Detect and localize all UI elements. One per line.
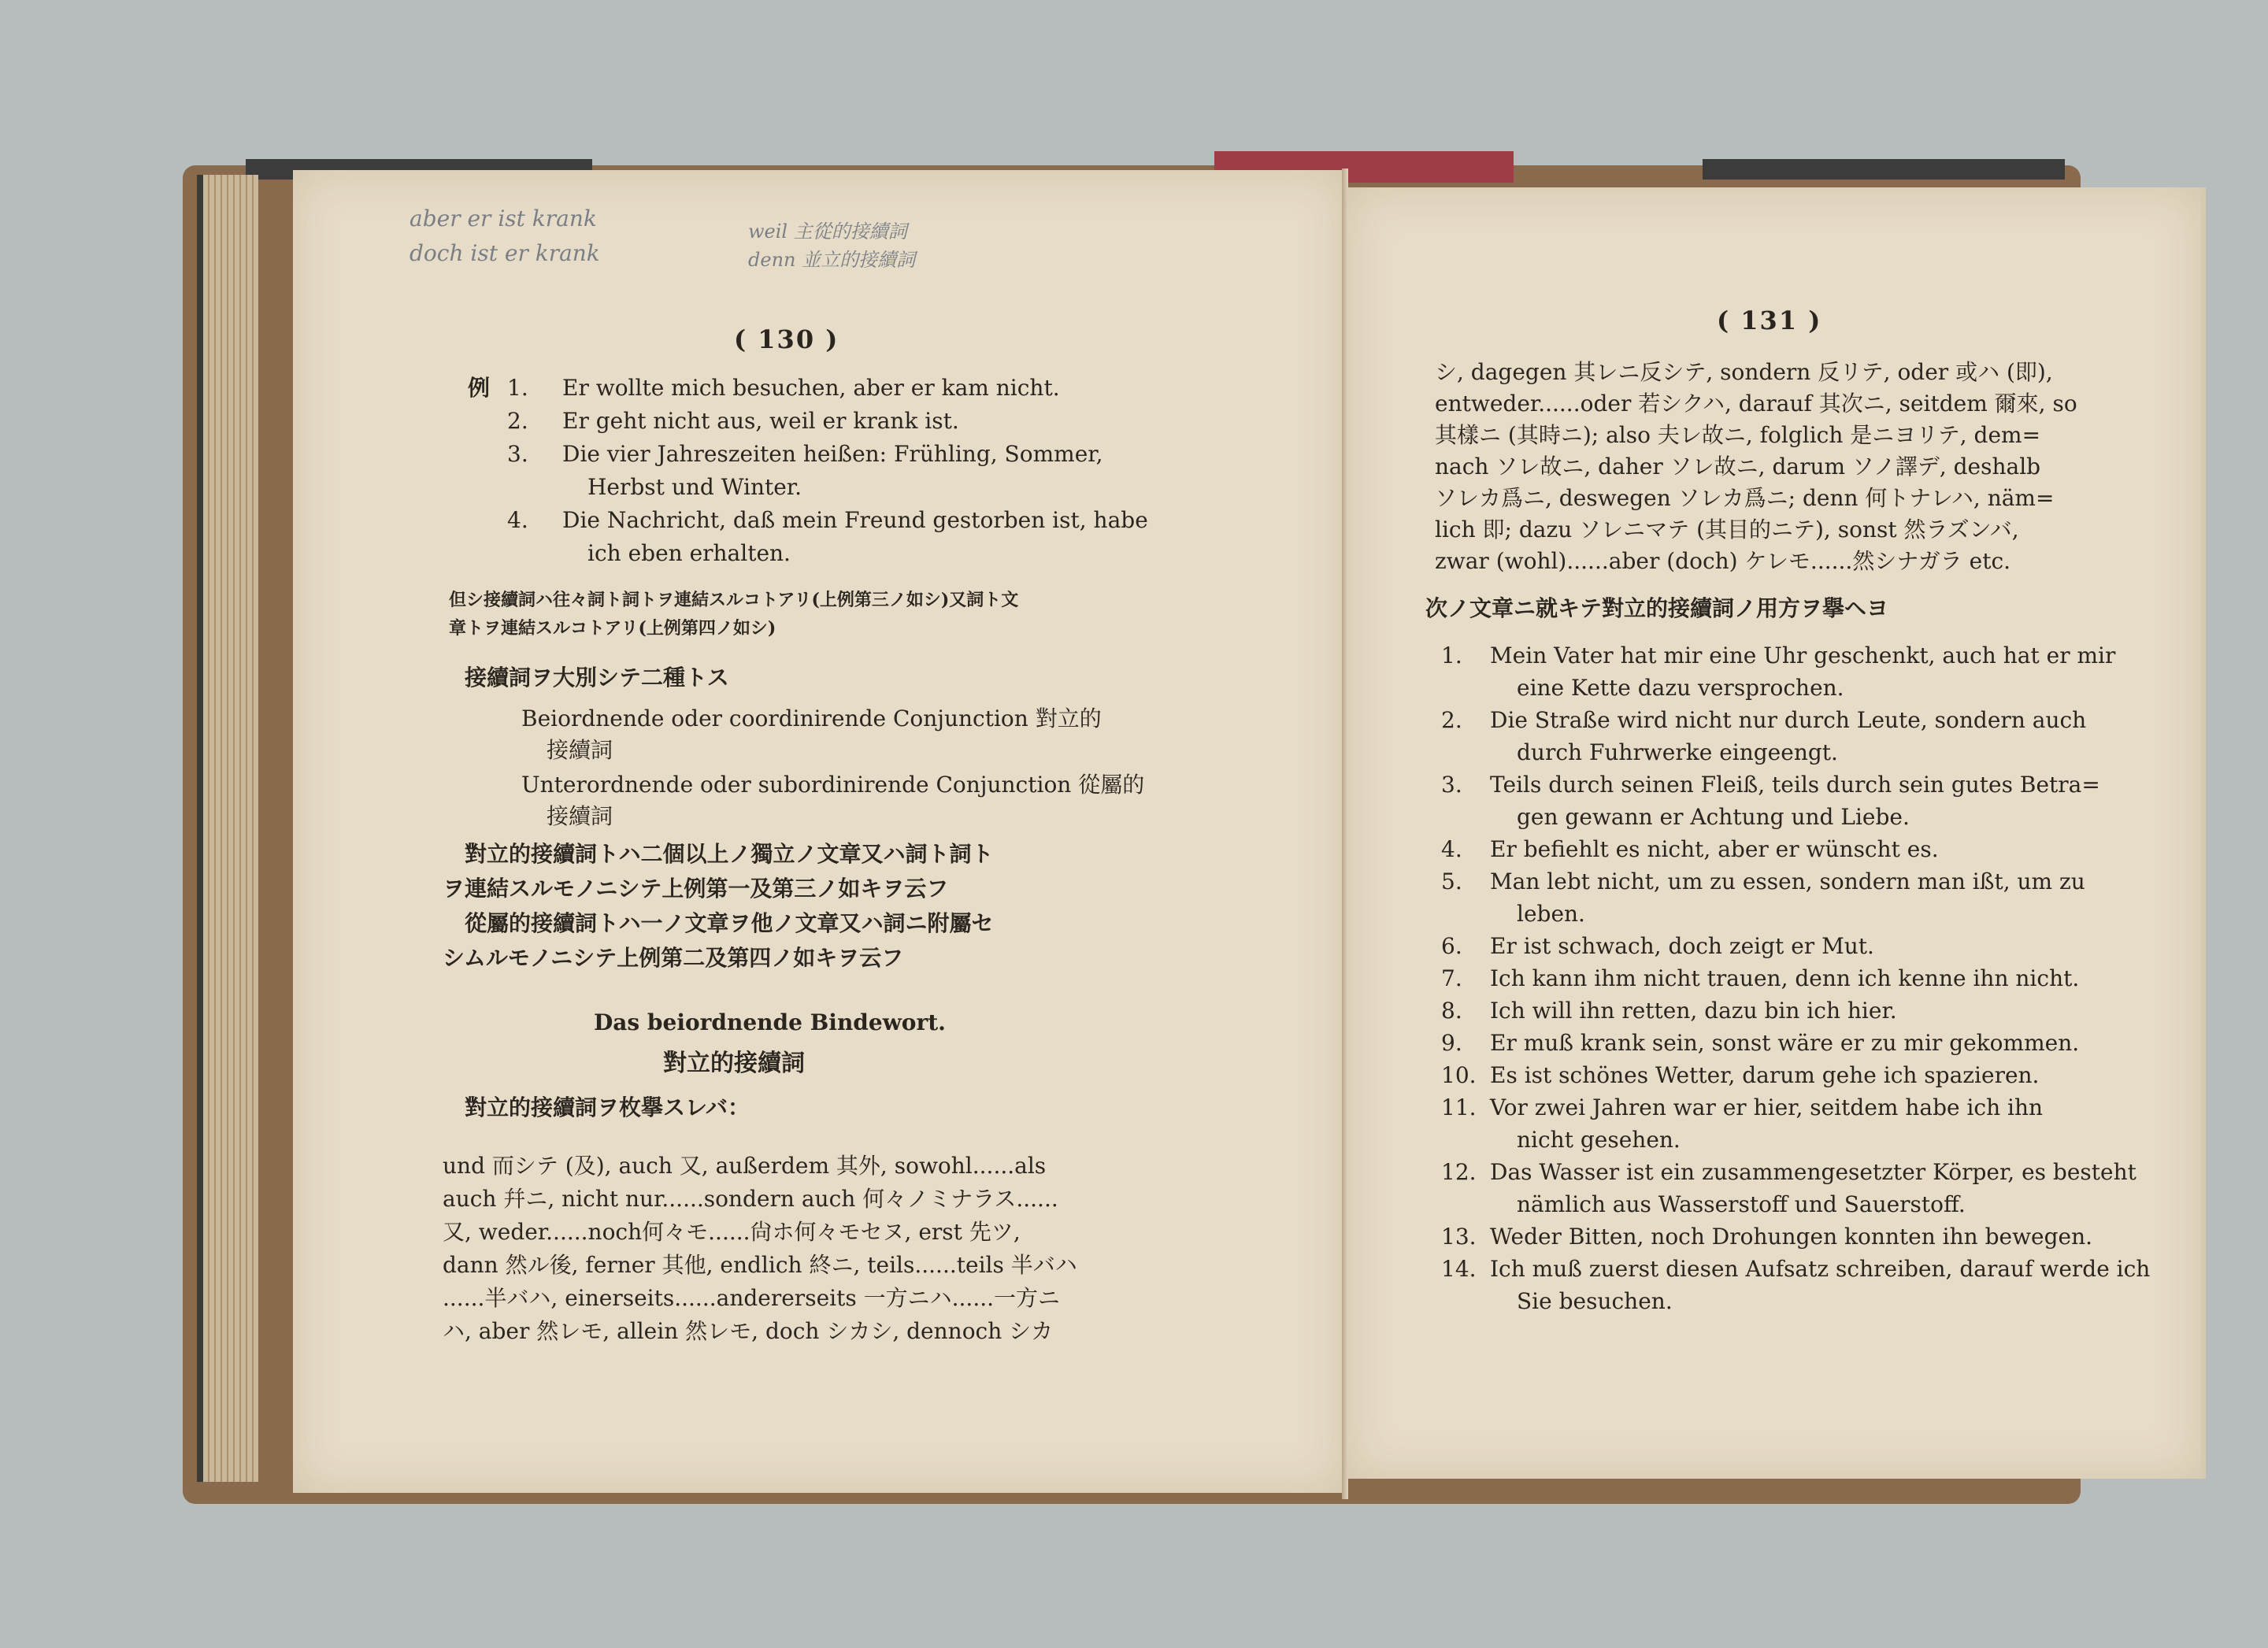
example-text: Er geht nicht aus, weil er krank ist. [562, 408, 959, 434]
exercise-text: Vor zwei Jahren war er hier, seitdem habe ich ihn [1490, 1094, 2044, 1120]
example-label: 例 [468, 375, 491, 401]
handwritten-note-2 [748, 217, 915, 274]
section-title: Das beiordnende Bindewort. [594, 1009, 946, 1035]
list-line: nach ソレ故ニ, daher ソレ故ニ, darum ソノ譯デ, deshalb [1435, 454, 2041, 480]
section-title-jp: 對立的接續詞 [663, 1050, 805, 1077]
exercise-item [1441, 833, 2118, 865]
exercise-text: Er muß krank sein, sonst wäre er zu mir gekommen. [1490, 1030, 2080, 1056]
example-text: Die vier Jahreszeiten heißen: Frühling, Sommer, [562, 441, 1103, 467]
handwriting-line: denn 並立的接續詞 [748, 249, 916, 271]
note-line: 但シ接續詞ハ往々詞ト詞トヲ連結スルコトアリ(上例第三ノ如シ)又詞ト文 [449, 590, 1019, 610]
exercise-text: Die Straße wird nicht nur durch Leute, sondern auch [1490, 707, 2087, 733]
left-page [293, 170, 1345, 1493]
exercise-item [1441, 639, 2118, 704]
handwritten-note-1 [410, 202, 600, 271]
handwriting-line: weil 主從的接續詞 [748, 220, 907, 243]
list-line: ......半バハ, einerseits......andererseits 一方ニハ......一方ニ [443, 1285, 1061, 1311]
page-edges [197, 175, 258, 1482]
exercise-item [1441, 1027, 2118, 1059]
exercise-item [1441, 865, 2118, 930]
exercise-text: Es ist schönes Wetter, darum gehe ich spazieren. [1490, 1062, 2040, 1088]
marbled-cover-top-right [1703, 159, 2065, 180]
exercise-item [1441, 1156, 2136, 1220]
exercise-number: 12. [1441, 1159, 1477, 1185]
example-number: 2. [507, 408, 528, 434]
definition-line: 對立的接續詞トハ二個以上ノ獨立ノ文章又ハ詞ト詞ト [465, 841, 994, 867]
exercise-text: Ich will ihn retten, dazu bin ich hier. [1490, 998, 1897, 1024]
exercise-text: nämlich aus Wasserstoff und Sauerstoff. [1517, 1191, 1966, 1217]
example-number: 3. [507, 441, 528, 467]
type-line: Beiordnende oder coordinirende Conjunction 對立的 [521, 705, 1102, 731]
exercise-number: 5. [1441, 868, 1462, 894]
exercise-text: gen gewann er Achtung und Liebe. [1517, 804, 1910, 830]
example-number: 1. [507, 375, 528, 401]
division-heading: 接續詞ヲ大別シテ二種トス [465, 665, 729, 691]
exercise-text: Das Wasser ist ein zusammengesetzter Körper, es besteht [1490, 1159, 2136, 1185]
exercise-text: Weder Bitten, noch Drohungen konnten ihn bewegen. [1490, 1224, 2093, 1250]
list-line: シ, dagegen 其レニ反シテ, sondern 反リテ, oder 或ハ (即), [1435, 359, 2053, 385]
exercise-item [1441, 994, 2118, 1027]
exercise-item [1441, 930, 2118, 962]
exercise-item [1441, 1059, 2118, 1091]
exercise-item [1441, 1220, 2118, 1253]
example-item [507, 438, 1153, 504]
type-line: 接續詞 [547, 803, 613, 829]
handwriting-line: aber er ist krank [410, 206, 597, 231]
definition-line: 從屬的接續詞トハ一ノ文章ヲ他ノ文章又ハ詞ニ附屬セ [465, 910, 994, 936]
exercise-text: eine Kette dazu versprochen. [1517, 675, 1844, 701]
exercise-item [1441, 1253, 2151, 1317]
exercise-text: Man lebt nicht, um zu essen, sondern man ißt, um zu [1490, 868, 2085, 894]
exercise-item [1441, 704, 2118, 768]
exercise-number: 4. [1441, 836, 1462, 862]
example-text: Er wollte mich besuchen, aber er kam nicht. [562, 375, 1060, 401]
definition-line: シムルモノニシテ上例第二及第四ノ如キヲ云フ [443, 945, 904, 971]
list-line: ソレカ爲ニ, deswegen ソレカ爲ニ; denn 何トナレハ, näm= [1435, 485, 2055, 511]
exercise-number: 3. [1441, 772, 1462, 798]
exercise-number: 1. [1441, 643, 1462, 668]
open-book [183, 157, 2151, 1496]
page-number: ( 130 ) [734, 324, 839, 354]
example-number: 4. [507, 507, 528, 533]
enum-heading: 對立的接續詞ヲ枚擧スレバ： [465, 1094, 750, 1120]
exercise-text: Sie besuchen. [1517, 1288, 1673, 1314]
exercise-number: 13. [1441, 1224, 1477, 1250]
example-text: Herbst und Winter. [587, 474, 802, 500]
exercise-number: 8. [1441, 998, 1462, 1024]
exercise-text: durch Fuhrwerke eingeengt. [1517, 739, 1838, 765]
exercise-item [1441, 962, 2118, 994]
exercise-heading: 次ノ文章ニ就キテ對立的接續詞ノ用方ヲ擧ヘヨ [1425, 595, 1889, 621]
list-line: lich 即; dazu ソレニマテ (其目的ニテ), sonst 然ラズンバ, [1435, 517, 2019, 543]
list-line: und 而シテ (及), auch 又, außerdem 其外, sowohl......als [443, 1153, 1047, 1179]
exercise-number: 10. [1441, 1062, 1477, 1088]
exercise-number: 7. [1441, 965, 1462, 991]
example-text: ich eben erhalten. [587, 540, 791, 566]
exercise-number: 14. [1441, 1256, 1477, 1282]
handwriting-line: doch ist er krank [410, 240, 600, 266]
type-line: Unterordnende oder subordinirende Conjunction 從屬的 [521, 772, 1145, 798]
exercise-text: leben. [1517, 901, 1585, 927]
exercise-item [1441, 1091, 2118, 1156]
list-line: zwar (wohl)......aber (doch) ケレモ......然シナガラ etc. [1435, 548, 2011, 574]
exercise-text: Ich muß zuerst diesen Aufsatz schreiben, darauf werde ich [1490, 1256, 2151, 1282]
exercise-text: Teils durch seinen Fleiß, teils durch sein gutes Betra= [1490, 772, 2100, 798]
type-line: 接續詞 [547, 737, 613, 763]
exercise-text: Er ist schwach, doch zeigt er Mut. [1490, 933, 1874, 959]
list-line: ハ, aber 然レモ, allein 然レモ, doch シカシ, dennoch シカ [443, 1318, 1054, 1344]
page-number: ( 131 ) [1717, 306, 1822, 335]
exercise-number: 2. [1441, 707, 1462, 733]
exercise-text: nicht gesehen. [1517, 1127, 1681, 1153]
exercise-number: 9. [1441, 1030, 1462, 1056]
list-line: auch 幷ニ, nicht nur......sondern auch 何々ノミナラス...... [443, 1186, 1058, 1212]
list-line: dann 然ル後, ferner 其他, endlich 終ニ, teils......teils 半バハ [443, 1252, 1077, 1278]
list-line: 又, weder......noch何々モ......尙ホ何々モセヌ, erst 先ツ, [443, 1219, 1021, 1245]
exercise-text: Er befiehlt es nicht, aber er wünscht es. [1490, 836, 1939, 862]
exercise-text: Mein Vater hat mir eine Uhr geschenkt, auch hat er mir [1490, 643, 2116, 668]
example-text: Die Nachricht, daß mein Freund gestorben ist, habe [562, 507, 1148, 533]
list-line: entweder......oder 若シクハ, darauf 其次ニ, seitdem 爾來, so [1435, 391, 2077, 417]
exercise-number: 11. [1441, 1094, 1477, 1120]
exercise-item [1441, 768, 2118, 833]
list-line: 其樣ニ (其時ニ); also 夫レ故ニ, folglich 是ニヨリテ, dem= [1435, 422, 2041, 448]
exercise-number: 6. [1441, 933, 1462, 959]
note-line: 章トヲ連結スルコトアリ(上例第四ノ如シ) [449, 618, 776, 639]
right-page [1347, 187, 2201, 1479]
exercise-text: Ich kann ihm nicht trauen, denn ich kenne ihn nicht. [1490, 965, 2080, 991]
definition-line: ヲ連結スルモノニシテ上例第一及第三ノ如キヲ云フ [443, 876, 949, 902]
example-item [507, 504, 1153, 570]
